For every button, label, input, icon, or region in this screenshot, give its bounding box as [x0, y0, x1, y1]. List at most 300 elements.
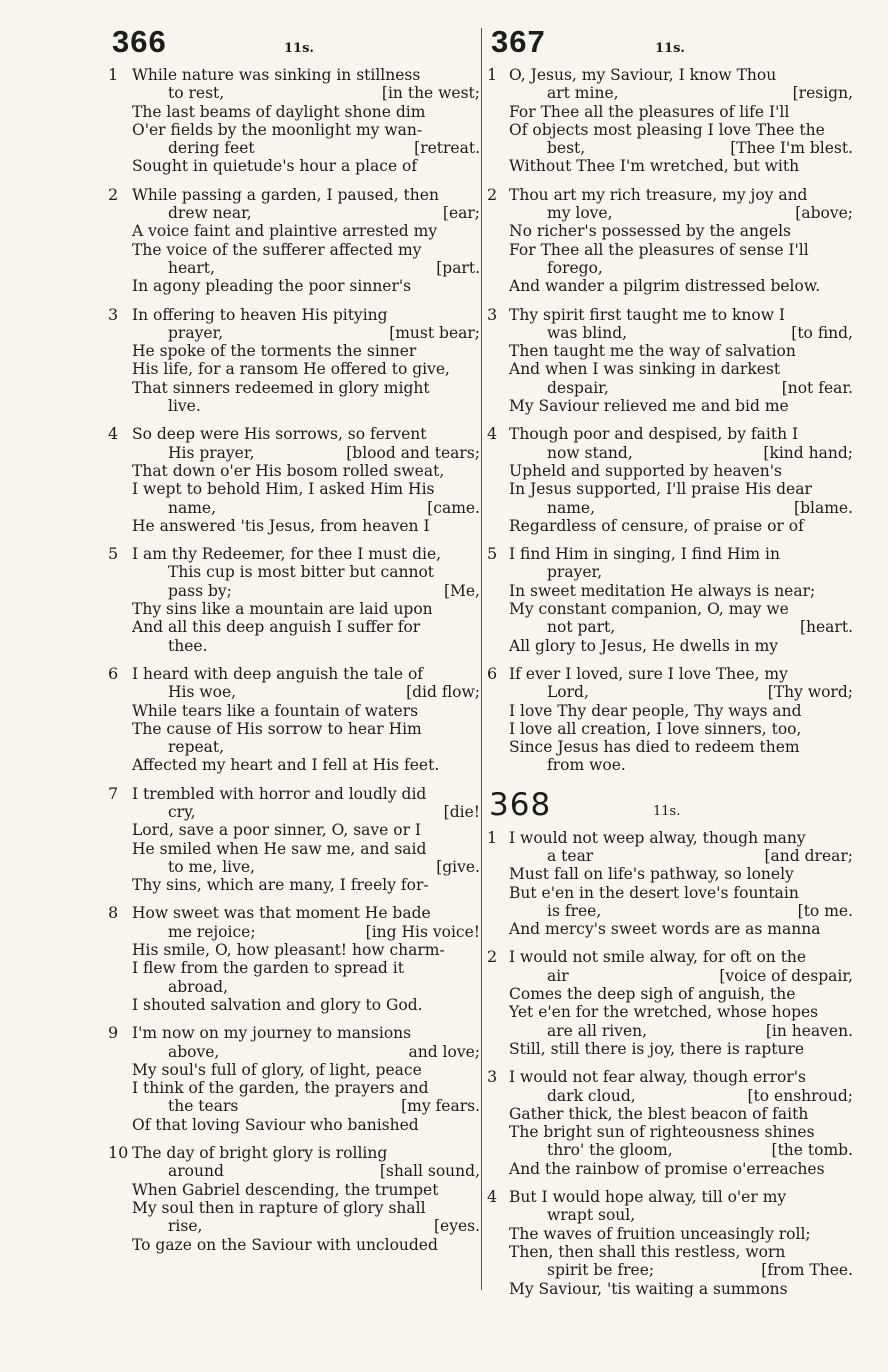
- verse-line: [487, 1087, 855, 1105]
- verse-line: [108, 996, 480, 1014]
- verse: [108, 904, 480, 1014]
- line-text: Thou art my rich treasure, my joy and: [509, 185, 808, 204]
- verse-line: [108, 637, 480, 655]
- line-text: His woe,: [168, 683, 237, 702]
- verse: [487, 186, 855, 296]
- line-text: Must fall on life's pathway, so lonely: [509, 865, 794, 884]
- verse-line: [108, 1097, 482, 1115]
- line-rhyme-carry: [above;: [795, 204, 853, 223]
- verse-line: [487, 66, 853, 84]
- verse-number: 4: [487, 424, 498, 444]
- line-rhyme-carry: [give.: [436, 857, 480, 876]
- line-text: I flew from the garden to spread it: [132, 959, 404, 978]
- verse: [108, 665, 480, 775]
- line-text: repeat,: [168, 738, 225, 757]
- verse-line: [108, 84, 482, 102]
- line-text: spirit be free;: [547, 1261, 655, 1280]
- verse-number: 4: [487, 1187, 498, 1207]
- line-text: And all this deep anguish I suffer for: [132, 618, 421, 637]
- verse-line: [108, 545, 480, 563]
- line-text: to me, live,: [168, 857, 255, 876]
- verse-number: 7: [108, 783, 119, 803]
- verse-line: [487, 360, 853, 378]
- verse-line: [108, 324, 482, 342]
- verse-line: [487, 683, 855, 701]
- line-text: despair,: [547, 378, 609, 397]
- verse: [108, 785, 480, 895]
- line-text: His smile, O, how pleasant! how charm-: [132, 941, 445, 960]
- verse-line: [487, 139, 855, 157]
- line-text: thro' the gloom,: [547, 1141, 673, 1160]
- line-text: air: [547, 966, 569, 985]
- verse: [487, 1188, 855, 1298]
- verse-line: [487, 103, 853, 121]
- verse-line: [108, 139, 482, 157]
- line-rhyme-carry: [resign,: [792, 84, 853, 103]
- verse-number: 1: [487, 827, 498, 847]
- verse-line: [108, 204, 482, 222]
- verse-line: [487, 618, 855, 636]
- verse-line: [108, 103, 480, 121]
- verse-line: [108, 259, 482, 277]
- hymn-367-verses: [487, 66, 855, 775]
- verse-line: [108, 785, 480, 803]
- line-text: drew near,: [168, 204, 252, 223]
- line-text: And mercy's sweet words are as manna: [509, 920, 821, 939]
- verse: [487, 948, 855, 1058]
- line-text: The cause of His sorrow to hear Him: [132, 719, 422, 738]
- verse-line: [487, 259, 853, 277]
- line-text: Thy spirit first taught me to know I: [509, 305, 786, 324]
- line-rhyme-carry: [part.: [436, 258, 480, 277]
- verse-line: [108, 1199, 480, 1217]
- line-text: prayer,: [168, 323, 224, 342]
- verse-line: [487, 1068, 853, 1086]
- verse-number: 4: [108, 424, 119, 444]
- line-rhyme-carry: [to me.: [797, 901, 853, 920]
- verse-number: 2: [487, 947, 498, 967]
- hymn-meter: 11s.: [655, 41, 685, 56]
- verse-line: [108, 563, 480, 581]
- verse-line: [108, 683, 482, 701]
- line-text: I am thy Redeemer, for thee I must die,: [132, 545, 442, 564]
- line-rhyme-carry: [voice of despair,: [719, 966, 853, 985]
- line-rhyme-carry: [blame.: [794, 498, 853, 517]
- hymn-368-verses: [487, 829, 855, 1298]
- verse-line: [487, 563, 853, 581]
- line-text: While passing a garden, I paused, then: [132, 185, 439, 204]
- verse-line: [108, 360, 480, 378]
- verse-line: [108, 821, 480, 839]
- verse-number: 6: [108, 663, 119, 683]
- line-rhyme-carry: [Thee I'm blest.: [730, 139, 853, 158]
- verse-line: [487, 1261, 855, 1279]
- line-text: Lord, save a poor sinner, O, save or I: [132, 821, 422, 840]
- line-rhyme-carry: [ing His voice!: [365, 922, 480, 941]
- line-rhyme-carry: [in heaven.: [765, 1021, 853, 1040]
- line-text: I heard with deep anguish the tale of: [132, 664, 424, 683]
- line-text: But I would hope alway, till o'er my: [509, 1188, 787, 1207]
- line-text: I think of the garden, the prayers and: [132, 1079, 429, 1098]
- hymn-366-header: [108, 22, 480, 66]
- verse-line: [487, 425, 853, 443]
- verse-number: 8: [108, 903, 119, 923]
- line-text: above,: [168, 1042, 220, 1061]
- verse: [487, 425, 855, 535]
- line-text: the tears: [168, 1097, 239, 1116]
- line-text: Though poor and despised, by faith I: [509, 425, 799, 444]
- verse-line: [108, 756, 480, 774]
- line-text: I'm now on my journey to mansions: [132, 1024, 412, 1043]
- verse-number: 2: [487, 184, 498, 204]
- verse-line: [108, 186, 480, 204]
- line-text: are all riven,: [547, 1021, 648, 1040]
- hymn-366-verses: [108, 66, 480, 1254]
- verse-line: [487, 985, 853, 1003]
- verse-line: [108, 306, 480, 324]
- verse-line: [108, 665, 480, 683]
- verse: [108, 545, 480, 655]
- line-text: So deep were His sorrows, so fervent: [132, 425, 427, 444]
- verse-line: [487, 865, 853, 883]
- verse-line: [108, 499, 482, 517]
- verse-line: [108, 978, 480, 996]
- line-text: In sweet meditation He always is near;: [509, 581, 816, 600]
- verse-line: [108, 277, 480, 295]
- line-text: When Gabriel descending, the trumpet: [132, 1180, 439, 1199]
- line-text: Still, still there is joy, there is rapture: [509, 1039, 805, 1058]
- verse-number: 1: [108, 65, 119, 84]
- verse-number: 1: [487, 65, 498, 84]
- verse-line: [108, 222, 480, 240]
- verse-line: [108, 876, 480, 894]
- verse-line: [487, 702, 853, 720]
- line-rhyme-carry: [kind hand;: [763, 443, 853, 462]
- line-text: a tear: [547, 846, 594, 865]
- line-text: Affected my heart and I fell at His feet.: [132, 756, 440, 775]
- verse-line: [108, 462, 480, 480]
- verse-line: [108, 379, 480, 397]
- verse-line: [108, 702, 480, 720]
- line-rhyme-carry: [must bear;: [389, 323, 480, 342]
- verse-number: 3: [487, 304, 498, 324]
- line-text: Thy sins like a mountain are laid upon: [132, 600, 433, 619]
- line-text: live.: [168, 397, 201, 416]
- verse-line: [108, 959, 480, 977]
- line-text: The waves of fruition unceasingly roll;: [509, 1224, 811, 1243]
- verse-line: [487, 902, 855, 920]
- hymn-number: 368: [489, 786, 552, 823]
- line-text: best,: [547, 139, 586, 158]
- hymn-meter: 11s.: [284, 41, 314, 56]
- line-text: My constant companion, O, may we: [509, 600, 789, 619]
- line-text: forego,: [547, 258, 603, 277]
- line-rhyme-carry: [Thy word;: [767, 683, 853, 702]
- verse-line: [487, 222, 853, 240]
- line-text: He answered 'tis Jesus, from heaven I: [132, 516, 430, 535]
- verse-line: [487, 545, 853, 563]
- verse-line: [487, 720, 853, 738]
- line-text: His life, for a ransom He offered to give,: [132, 360, 450, 379]
- line-text: To gaze on the Saviour with unclouded: [132, 1235, 438, 1254]
- line-text: I love all creation, I love sinners, too,: [509, 719, 802, 738]
- line-text: In Jesus supported, I'll praise His dear: [509, 480, 812, 499]
- line-rhyme-carry: [die!: [443, 802, 480, 821]
- verse-line: [487, 204, 855, 222]
- line-text: name,: [547, 498, 596, 517]
- verse-line: [487, 1123, 853, 1141]
- verse-line: [108, 425, 480, 443]
- line-text: In offering to heaven His pitying: [132, 305, 388, 324]
- line-text: All glory to Jesus, He dwells in my: [509, 636, 779, 655]
- verse-line: [487, 1105, 853, 1123]
- line-text: If ever I loved, sure I love Thee, my: [509, 664, 788, 683]
- line-text: was blind,: [547, 323, 628, 342]
- line-text: My Saviour, 'tis waiting a summons: [509, 1279, 788, 1298]
- verse-number: 10: [108, 1143, 129, 1163]
- verse-line: [108, 1024, 480, 1042]
- line-text: How sweet was that moment He bade: [132, 904, 431, 923]
- verse-line: [108, 923, 482, 941]
- line-text: I would not smile alway, for oft on the: [509, 948, 807, 967]
- line-text: my love,: [547, 204, 613, 223]
- line-text: prayer,: [547, 563, 603, 582]
- line-text: Without Thee I'm wretched, but with: [509, 157, 800, 176]
- line-text: pass by;: [168, 581, 232, 600]
- line-rhyme-carry: [not fear.: [781, 378, 853, 397]
- verse-line: [487, 948, 853, 966]
- verse-line: [108, 1116, 480, 1134]
- verse-number: 6: [487, 663, 498, 683]
- line-rhyme-carry: [ear;: [442, 204, 480, 223]
- line-text: My soul then in rapture of glory shall: [132, 1198, 426, 1217]
- verse-line: [108, 1236, 480, 1254]
- line-text: wrapt soul,: [547, 1206, 636, 1225]
- verse-line: [487, 121, 853, 139]
- line-text: now stand,: [547, 443, 633, 462]
- line-text: While tears like a fountain of waters: [132, 701, 419, 720]
- line-rhyme-carry: [blood and tears;: [346, 443, 480, 462]
- verse: [487, 545, 855, 655]
- verse-number: 9: [108, 1023, 119, 1043]
- line-text: The voice of the sufferer affected my: [132, 240, 422, 259]
- line-rhyme-carry: [the tomb.: [771, 1141, 853, 1160]
- hymn-meter: 11s.: [653, 803, 681, 819]
- verse-line: [487, 1040, 853, 1058]
- hymn-367-header: [487, 22, 855, 66]
- verse-line: [487, 379, 855, 397]
- line-text: I shouted salvation and glory to God.: [132, 995, 423, 1014]
- verse-line: [108, 1217, 482, 1235]
- verse-line: [487, 847, 855, 865]
- verse-line: [108, 720, 480, 738]
- verse-line: [487, 967, 855, 985]
- verse: [108, 66, 480, 176]
- line-text: abroad,: [168, 977, 228, 996]
- line-text: rise,: [168, 1217, 203, 1236]
- line-text: But e'en in the desert love's fountain: [509, 883, 799, 902]
- line-rhyme-carry: [to find,: [791, 323, 853, 342]
- line-text: dering feet: [168, 139, 255, 158]
- line-text: Of that loving Saviour who banished: [132, 1115, 419, 1134]
- line-text: A voice faint and plaintive arrested my: [132, 222, 438, 241]
- verse-line: [487, 920, 853, 938]
- verse-line: [108, 1079, 480, 1097]
- verse-line: [487, 1206, 853, 1224]
- line-rhyme-carry: [shall sound,: [379, 1162, 480, 1181]
- verse-line: [487, 186, 853, 204]
- line-text: Yet e'en for the wretched, whose hopes: [509, 1003, 819, 1022]
- verse: [108, 186, 480, 296]
- verse-line: [487, 1160, 853, 1178]
- hymn-368-header: [487, 785, 855, 829]
- verse-line: [487, 342, 853, 360]
- line-text: Of objects most pleasing I love Thee the: [509, 120, 825, 139]
- verse: [108, 1024, 480, 1134]
- verse-line: [487, 517, 853, 535]
- line-text: That down o'er His bosom rolled sweat,: [132, 461, 445, 480]
- verse-line: [108, 941, 480, 959]
- verse-line: [487, 829, 853, 847]
- line-text: around: [168, 1162, 224, 1181]
- verse-line: [108, 1162, 482, 1180]
- line-text: dark cloud,: [547, 1086, 636, 1105]
- line-rhyme-carry: [my fears.: [401, 1097, 480, 1116]
- line-rhyme-carry: [Me,: [443, 581, 480, 600]
- line-text: And wander a pilgrim distressed below.: [509, 277, 821, 296]
- line-text: art mine,: [547, 84, 619, 103]
- line-text: This cup is most bitter but cannot: [168, 563, 435, 582]
- line-text: The last beams of daylight shone dim: [132, 102, 426, 121]
- line-text: me rejoice;: [168, 922, 256, 941]
- line-text: The day of bright glory is rolling: [132, 1144, 388, 1163]
- line-text: heart,: [168, 258, 215, 277]
- line-text: I trembled with horror and loudly did: [132, 784, 427, 803]
- verse-line: [108, 600, 480, 618]
- line-text: He spoke of the torments the sinner: [132, 342, 417, 361]
- verse-line: [487, 277, 853, 295]
- line-rhyme-carry: and love;: [408, 1042, 480, 1061]
- line-text: Upheld and supported by heaven's: [509, 461, 782, 480]
- verse-line: [108, 342, 480, 360]
- verse-line: [108, 444, 482, 462]
- verse-line: [487, 1243, 853, 1261]
- verse-line: [108, 858, 482, 876]
- line-rhyme-carry: [did flow;: [406, 683, 480, 702]
- verse-line: [487, 1022, 855, 1040]
- line-text: For Thee all the pleasures of sense I'll: [509, 240, 809, 259]
- verse-line: [487, 241, 853, 259]
- line-text: Lord,: [547, 683, 589, 702]
- line-text: And the rainbow of promise o'erreaches: [509, 1159, 825, 1178]
- verse-line: [487, 884, 853, 902]
- line-rhyme-carry: [and drear;: [764, 846, 853, 865]
- verse-line: [108, 480, 480, 498]
- verse-number: 5: [487, 544, 498, 564]
- left-column: [108, 22, 480, 1264]
- line-text: Gather thick, the blest beacon of faith: [509, 1104, 809, 1123]
- verse-line: [108, 1061, 480, 1079]
- line-text: Thy sins, which are many, I freely for-: [132, 876, 429, 895]
- verse-line: [487, 1280, 853, 1298]
- verse-line: [487, 637, 853, 655]
- verse-line: [108, 1144, 480, 1162]
- verse-line: [487, 756, 853, 774]
- line-text: For Thee all the pleasures of life I'll: [509, 102, 790, 121]
- verse-line: [487, 84, 855, 102]
- line-text: I find Him in singing, I find Him in: [509, 545, 780, 564]
- line-text: Comes the deep sigh of anguish, the: [509, 985, 796, 1004]
- line-text: Sought in quietude's hour a place of: [132, 157, 418, 176]
- verse-line: [108, 66, 480, 84]
- line-text: Then taught me the way of salvation: [509, 342, 796, 361]
- hymn-number: 367: [491, 24, 546, 59]
- verse-line: [108, 241, 480, 259]
- verse-line: [487, 1141, 855, 1159]
- line-text: is free,: [547, 901, 602, 920]
- verse-line: [108, 1043, 482, 1061]
- verse-line: [487, 738, 853, 756]
- verse-line: [487, 582, 853, 600]
- verse-line: [487, 397, 853, 415]
- hymn-number: 366: [112, 24, 167, 59]
- verse: [487, 665, 855, 775]
- line-rhyme-carry: [eyes.: [433, 1217, 480, 1236]
- line-text: And when I was sinking in darkest: [509, 360, 781, 379]
- line-text: I wept to behold Him, I asked Him His: [132, 480, 435, 499]
- line-text: cry,: [168, 802, 196, 821]
- line-rhyme-carry: [came.: [427, 498, 480, 517]
- verse-line: [108, 738, 480, 756]
- right-column: [487, 22, 855, 1308]
- line-rhyme-carry: [heart.: [799, 618, 853, 637]
- verse-line: [487, 444, 855, 462]
- verse-line: [487, 600, 853, 618]
- verse: [487, 1068, 855, 1178]
- verse-line: [487, 499, 855, 517]
- line-text: to rest,: [168, 84, 225, 103]
- verse-number: 5: [108, 544, 119, 564]
- line-text: His prayer,: [168, 443, 255, 462]
- verse-line: [487, 324, 855, 342]
- verse-line: [487, 480, 853, 498]
- verse-line: [108, 582, 482, 600]
- line-text: My Saviour relieved me and bid me: [509, 397, 789, 416]
- line-text: The bright sun of righteousness shines: [509, 1123, 815, 1142]
- verse: [108, 425, 480, 535]
- verse-line: [487, 665, 853, 683]
- verse-line: [108, 157, 480, 175]
- verse: [487, 306, 855, 416]
- verse: [487, 66, 855, 176]
- verse-line: [487, 1003, 853, 1021]
- verse: [108, 306, 480, 416]
- line-text: from woe.: [547, 756, 626, 775]
- verse: [108, 1144, 480, 1254]
- verse-number: 3: [487, 1067, 498, 1087]
- verse-number: 3: [108, 304, 119, 324]
- line-text: name,: [168, 498, 217, 517]
- line-text: That sinners redeemed in glory might: [132, 378, 430, 397]
- verse: [487, 829, 855, 939]
- verse-line: [487, 1225, 853, 1243]
- verse-line: [108, 121, 480, 139]
- line-rhyme-carry: [from Thee.: [761, 1261, 853, 1280]
- line-text: O'er fields by the moonlight my wan-: [132, 120, 423, 139]
- line-text: I love Thy dear people, Thy ways and: [509, 701, 802, 720]
- verse-line: [108, 517, 480, 535]
- verse-number: 2: [108, 184, 119, 204]
